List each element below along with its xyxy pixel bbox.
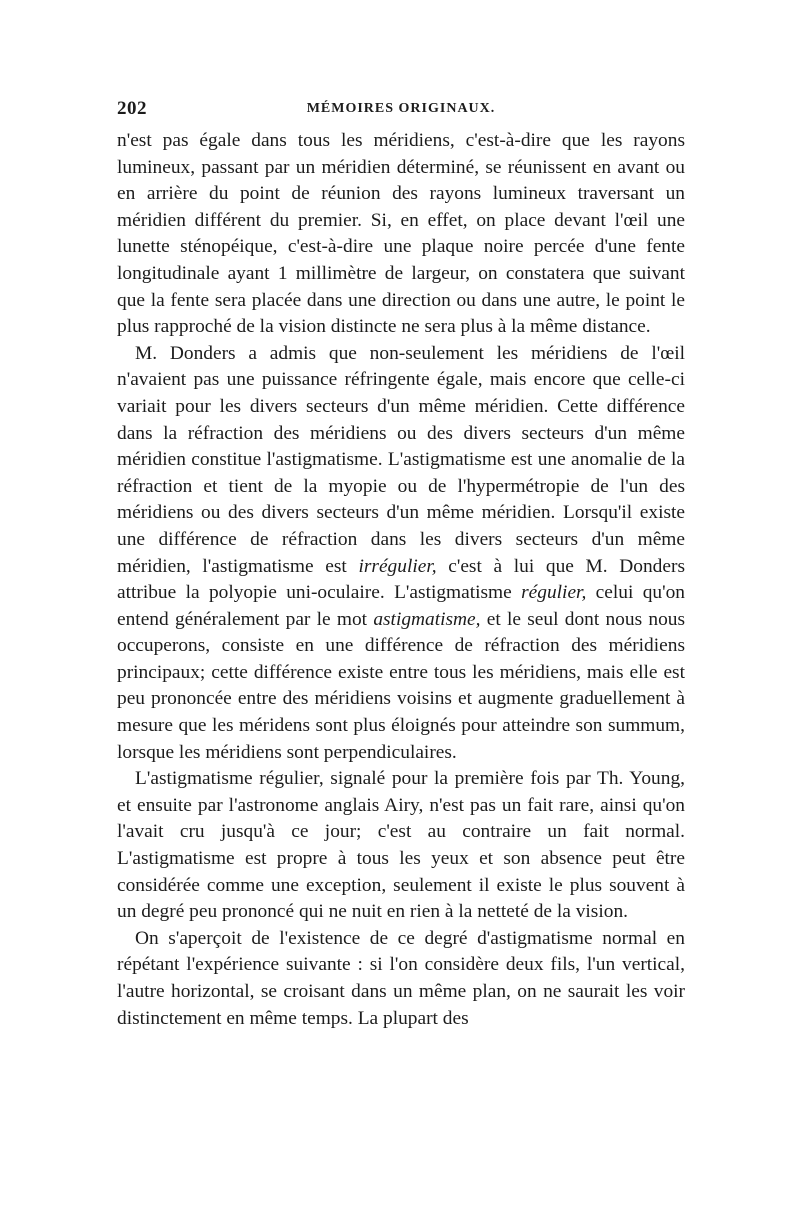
text-segment: n'est pas égale dans tous les méridiens, c'est-à-dire que les rayons lumineux, passant par un méridien déterminé, se réunissent en avant ou en arrière du point de réunion des rayons lumineux traversant un méridien différent du premier. Si, en effet, on place devant l'œil une lunette sténopéique, c'est-à-dire une plaque noire percée d'une fente longitudinale ayant 1 millimètre de largeur, on constatera que suivant que la fente sera placée dans une direction ou dans une autre, le point le plus rapproché de la vision distincte ne sera plus à la même distance. [117, 130, 685, 338]
italic-term: régulier, [521, 582, 587, 604]
italic-term: astigmatisme, [373, 608, 481, 630]
paragraph [117, 766, 685, 926]
paragraph [117, 341, 685, 767]
paragraph [117, 926, 685, 1032]
text-segment: M. Donders a admis que non-seulement les méridiens de l'œil n'avaient pas une puissance réfringente égale, mais encore que celle-ci variait pour les divers secteurs d'un même méridien. Cette différence dans la réfraction des méridiens ou des divers secteurs d'un même méridien constitue l'astigmatisme. L'astigmatisme est une anomalie de la réfraction et tient de la myopie ou de l'hypermétropie de l'un des méridiens ou des divers secteurs d'un même méridien. Lorsqu'il existe une différence de réfraction dans les divers secteurs d'un même méridien, l'astigmatisme est [117, 342, 685, 577]
body-text [117, 128, 685, 1032]
running-title: MÉMOIRES ORIGINAUX. [306, 101, 496, 116]
italic-term: irrégulier, [358, 555, 437, 577]
text-segment: L'astigmatisme régulier, signalé pour la première fois par Th. Young, et ensuite par l'astronome anglais Airy, n'est pas un fait rare, ainsi qu'on l'avait cru jusqu'à ce jour; c'est au contraire un fait normal. L'astigmatisme est propre à tous les yeux et son absence peut être considérée comme une exception, seulement il existe le plus souvent à un degré peu prononcé qui ne nuit en rien à la netteté de la vision. [117, 768, 685, 923]
text-segment: c'est à lui que M. Donders attribue la polyopie uni-oculaire. L'astigmatisme [117, 555, 685, 604]
text-segment: On s'aperçoit de l'existence de ce degré d'astigmatisme normal en répétant l'expérience suivante : si l'on considère deux fils, l'un vertical, l'autre horizontal, se croisant dans un même plan, on ne saurait les voir distinctement en même temps. La plupart des [117, 927, 685, 1029]
text-segment: celui qu'on entend généralement par le mot [117, 582, 685, 630]
page-number: 202 [117, 98, 147, 119]
book-page [117, 98, 685, 1032]
paragraph [117, 128, 685, 341]
running-head [117, 98, 685, 128]
text-segment: et le seul dont nous nous occuperons, consiste en une différence de réfraction des méridiens principaux; cette différence existe entre tous les méridiens, mais elle est peu prononcée entre des méridiens voisins et augmente graduellement à mesure que les méridens sont plus éloignés pour atteindre son summum, lorsque les méridiens sont perpendiculaires. [117, 608, 685, 763]
